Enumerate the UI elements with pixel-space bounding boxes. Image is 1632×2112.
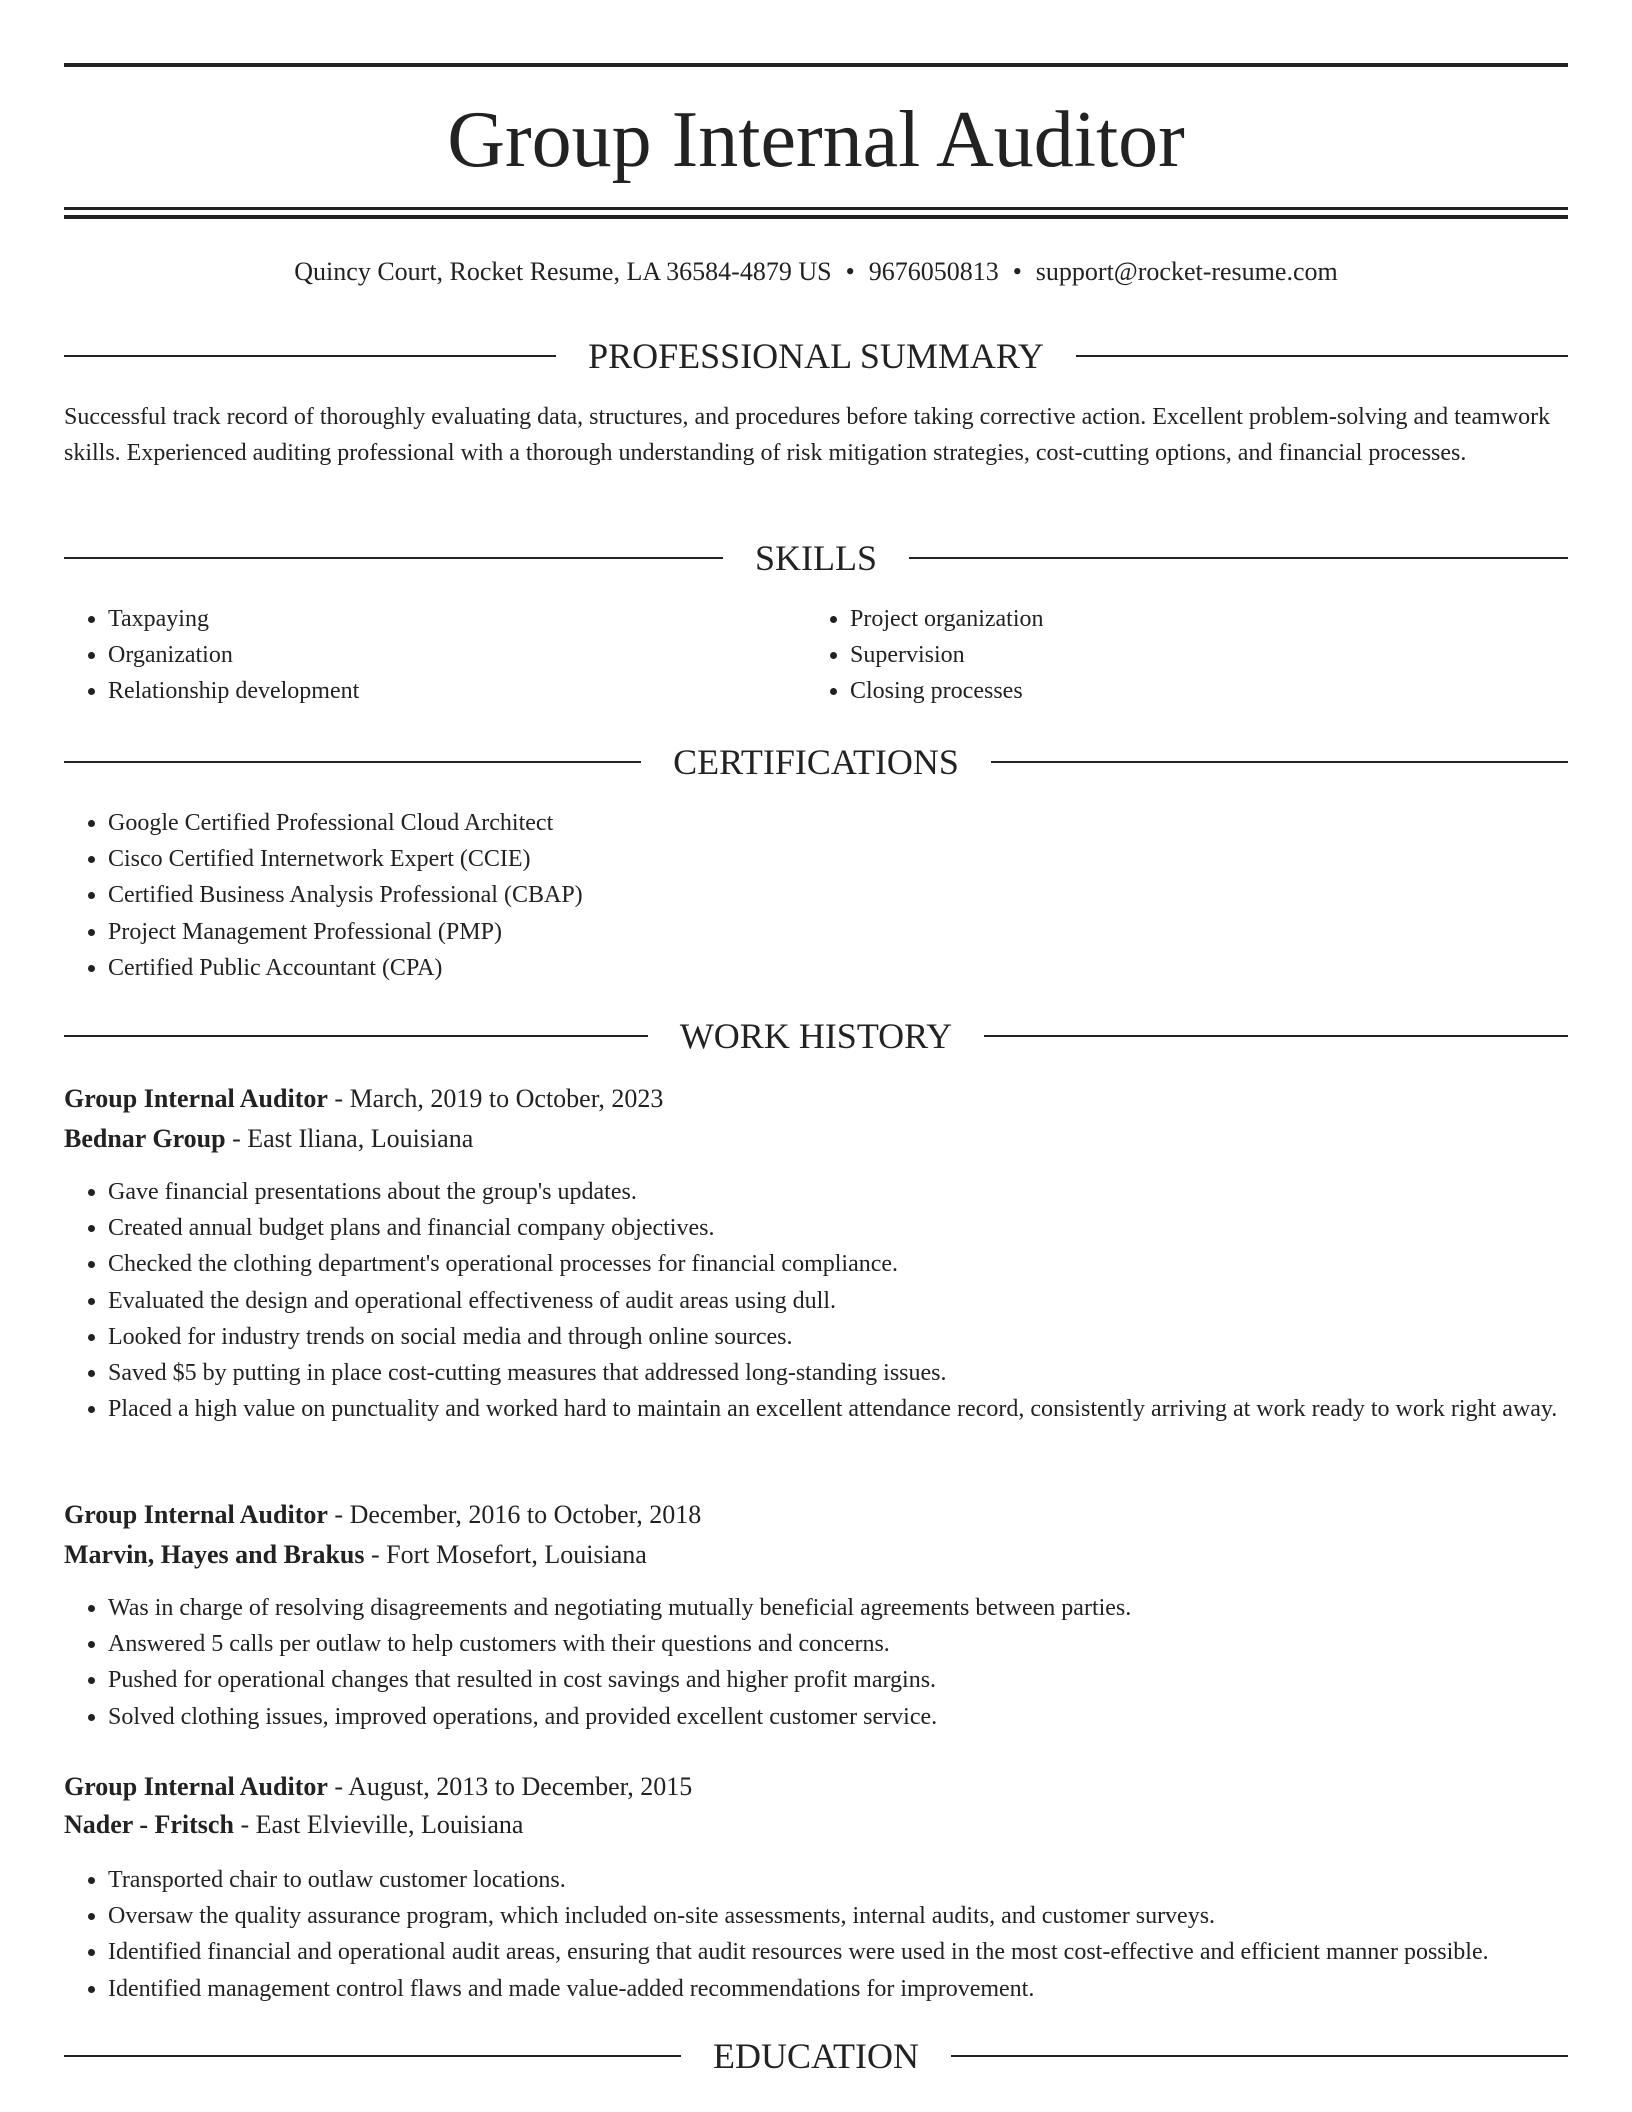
certifications-list	[64, 805, 1548, 986]
job-bullet: • Identified management control flaws and made value-added recommendations for improvement.	[108, 1971, 1612, 2007]
work-history-heading	[64, 1014, 1568, 1058]
job-title: Group Internal Auditor	[64, 1772, 328, 1801]
contact-line	[0, 254, 1632, 290]
certifications-heading	[64, 740, 1568, 784]
skills-heading-label: SKILLS	[755, 538, 878, 578]
job-title-line	[64, 1767, 1568, 1807]
job-company: Bednar Group	[64, 1124, 226, 1153]
skill-item: • Supervision	[850, 637, 1550, 673]
certification-item: • Cisco Certified Internetwork Expert (CCIE)	[108, 841, 1548, 877]
certification-item: • Certified Business Analysis Professional (CBAP)	[108, 877, 1548, 913]
certifications-heading-label: CERTIFICATIONS	[673, 742, 959, 782]
certification-item: • Certified Public Accountant (CPA)	[108, 950, 1548, 986]
job-bullets	[64, 1590, 1568, 1735]
skills-list-left	[64, 601, 808, 710]
skill-item: • Project organization	[850, 601, 1550, 637]
job-title-line	[64, 1079, 1568, 1119]
job-bullet: • Checked the clothing department's operational processes for financial compliance.	[108, 1246, 1568, 1282]
job-title-line	[64, 1495, 1568, 1535]
job-company-line	[64, 1805, 1568, 1845]
summary-heading	[64, 334, 1568, 378]
summary-text: Successful track record of thoroughly evaluating data, structures, and procedures before taking corrective action. Excellent problem-solving and teamwork skills. Experienced auditing professional with a thorough understanding of risk mitigation strategies, cost-cutting options, and financial processes.	[64, 404, 1551, 466]
header-top-rule	[64, 63, 1568, 67]
job-bullet: • Looked for industry trends on social media and through online sources.	[108, 1319, 1568, 1355]
summary-heading-label: PROFESSIONAL SUMMARY	[588, 336, 1044, 376]
job-bullet: • Evaluated the design and operational effectiveness of audit areas using dull.	[108, 1283, 1568, 1319]
heading-rule	[64, 2055, 681, 2057]
contact-separator: •	[845, 257, 855, 286]
header-bottom-rule-thick	[64, 215, 1568, 219]
skill-item: • Closing processes	[850, 673, 1550, 709]
job-bullet: • Answered 5 calls per outlaw to help customers with their questions and concerns.	[108, 1626, 1568, 1662]
job-title: Group Internal Auditor	[64, 1084, 328, 1113]
skill-item: • Taxpaying	[108, 601, 808, 637]
job-dates: - March, 2019 to October, 2023	[327, 1084, 664, 1113]
heading-rule	[984, 1035, 1568, 1037]
contact-address: Quincy Court, Rocket Resume, LA 36584-4879 US	[294, 257, 832, 286]
job-bullet: • Identified financial and operational audit areas, ensuring that audit resources were used in the most cost-effective and efficient manner possible.	[108, 1934, 1612, 1970]
education-heading	[64, 2034, 1568, 2078]
heading-rule	[1076, 355, 1568, 357]
work-history-heading-label: WORK HISTORY	[679, 1016, 953, 1056]
job-bullet: • Solved clothing issues, improved operations, and provided excellent customer service.	[108, 1699, 1568, 1735]
job-bullet: • Saved $5 by putting in place cost-cutting measures that addressed long-standing issues.	[108, 1355, 1568, 1391]
heading-rule	[64, 557, 723, 559]
job-dates: - December, 2016 to October, 2018	[327, 1500, 702, 1529]
header-bottom-rule-thin	[64, 207, 1568, 210]
job-bullet: • Oversaw the quality assurance program, which included on-site assessments, internal audits, and customer surveys.	[108, 1898, 1612, 1934]
skill-item: • Relationship development	[108, 673, 808, 709]
heading-rule	[64, 1035, 648, 1037]
heading-rule	[909, 557, 1568, 559]
job-bullet: • Created annual budget plans and financial company objectives.	[108, 1210, 1568, 1246]
certification-item: • Project Management Professional (PMP)	[108, 914, 1548, 950]
job-bullets	[64, 1862, 1612, 2007]
job-bullets	[64, 1174, 1568, 1427]
job-bullet: • Was in charge of resolving disagreements and negotiating mutually beneficial agreements between parties.	[108, 1590, 1568, 1626]
job-location: - East Elvieville, Louisiana	[233, 1810, 524, 1839]
skill-item: • Organization	[108, 637, 808, 673]
job-bullet: • Pushed for operational changes that resulted in cost savings and higher profit margins.	[108, 1662, 1568, 1698]
job-company-line	[64, 1535, 1568, 1575]
certification-item: • Google Certified Professional Cloud Architect	[108, 805, 1548, 841]
heading-rule	[64, 761, 641, 763]
job-bullet: • Gave financial presentations about the group's updates.	[108, 1174, 1568, 1210]
skills-list-right	[806, 601, 1550, 710]
education-heading-label: EDUCATION	[713, 2036, 919, 2076]
job-location: - Fort Mosefort, Louisiana	[364, 1540, 647, 1569]
heading-rule	[991, 761, 1568, 763]
job-company-line	[64, 1119, 1568, 1159]
heading-rule	[951, 2055, 1568, 2057]
job-dates: - August, 2013 to December, 2015	[327, 1772, 693, 1801]
job-bullet: • Transported chair to outlaw customer locations.	[108, 1862, 1612, 1898]
resume-title: Group Internal Auditor	[447, 96, 1185, 184]
contact-email[interactable]: support@rocket-resume.com	[1035, 257, 1338, 286]
job-bullet: • Placed a high value on punctuality and worked hard to maintain an excellent attendance record, consistently arriving at work ready to work right away.	[108, 1391, 1568, 1427]
heading-rule	[64, 355, 556, 357]
contact-phone[interactable]: 9676050813	[868, 257, 999, 286]
job-company: Nader - Fritsch	[64, 1810, 234, 1839]
contact-separator: •	[1012, 257, 1022, 286]
job-title: Group Internal Auditor	[64, 1500, 328, 1529]
job-company: Marvin, Hayes and Brakus	[64, 1540, 365, 1569]
job-location: - East Iliana, Louisiana	[225, 1124, 474, 1153]
skills-heading	[64, 536, 1568, 580]
